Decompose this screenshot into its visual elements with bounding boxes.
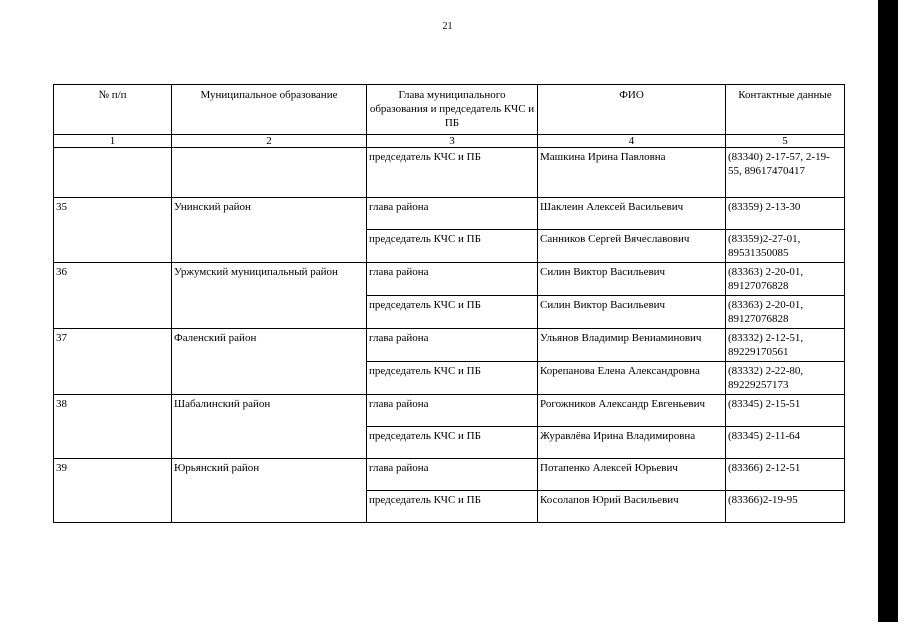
column-number: 2 (172, 135, 367, 148)
contact-cell: (83345) 2-11-64 (726, 427, 845, 459)
contact-cell: (83340) 2-17-57, 2-19-55, 89617470417 (726, 148, 845, 198)
contact-cell: (83345) 2-15-51 (726, 395, 845, 427)
contact-cell: (83363) 2-20-01, 89127076828 (726, 296, 845, 329)
role-cell: председатель КЧС и ПБ (367, 491, 538, 523)
municipality-cell: Юрьянский район (172, 459, 367, 523)
table-row (54, 263, 845, 296)
fio-cell: Машкина Ирина Павловна (538, 148, 726, 198)
row-number (54, 148, 172, 198)
table-row (54, 395, 845, 427)
row-number: 39 (54, 459, 172, 523)
role-cell: председатель КЧС и ПБ (367, 230, 538, 263)
municipality-cell: Уржумский муниципальный район (172, 263, 367, 329)
role-cell: председатель КЧС и ПБ (367, 148, 538, 198)
fio-cell: Журавлёва Ирина Владимировна (538, 427, 726, 459)
municipality-cell: Фаленский район (172, 329, 367, 395)
fio-cell: Силин Виктор Васильевич (538, 296, 726, 329)
fio-cell: Силин Виктор Васильевич (538, 263, 726, 296)
page-number: 21 (442, 21, 453, 32)
contact-cell: (83366) 2-12-51 (726, 459, 845, 491)
row-number: 35 (54, 198, 172, 263)
column-number: 4 (538, 135, 726, 148)
header-municipality: Муниципальное образование (172, 85, 367, 135)
table-row (54, 459, 845, 491)
role-cell: председатель КЧС и ПБ (367, 296, 538, 329)
contacts-table (53, 84, 845, 523)
header-contacts: Контактные данные (726, 85, 845, 135)
municipality-cell: Шабалинский район (172, 395, 367, 459)
role-cell: председатель КЧС и ПБ (367, 362, 538, 395)
fio-cell: Потапенко Алексей Юрьевич (538, 459, 726, 491)
header-fio: ФИО (538, 85, 726, 135)
column-number: 5 (726, 135, 845, 148)
column-number: 3 (367, 135, 538, 148)
role-cell: председатель КЧС и ПБ (367, 427, 538, 459)
row-number: 38 (54, 395, 172, 459)
contact-cell: (83359) 2-13-30 (726, 198, 845, 230)
role-cell: глава района (367, 329, 538, 362)
table-row (54, 198, 845, 230)
fio-cell: Косолапов Юрий Васильевич (538, 491, 726, 523)
header-number: № п/п (54, 85, 172, 135)
table-row (54, 148, 845, 198)
fio-cell: Корепанова Елена Александровна (538, 362, 726, 395)
contact-cell: (83359)2-27-01, 89531350085 (726, 230, 845, 263)
municipality-cell (172, 148, 367, 198)
contact-cell: (83332) 2-22-80, 89229257173 (726, 362, 845, 395)
role-cell: глава района (367, 395, 538, 427)
row-number: 36 (54, 263, 172, 329)
contact-cell: (83363) 2-20-01, 89127076828 (726, 263, 845, 296)
role-cell: глава района (367, 459, 538, 491)
contact-cell: (83332) 2-12-51, 89229170561 (726, 329, 845, 362)
fio-cell: Шаклеин Алексей Васильевич (538, 198, 726, 230)
row-number: 37 (54, 329, 172, 395)
fio-cell: Санников Сергей Вячеславович (538, 230, 726, 263)
contact-cell: (83366)2-19-95 (726, 491, 845, 523)
fio-cell: Ульянов Владимир Вениаминович (538, 329, 726, 362)
column-number: 1 (54, 135, 172, 148)
column-number-row (54, 135, 845, 148)
table-row (54, 329, 845, 362)
municipality-cell: Унинский район (172, 198, 367, 263)
scan-edge-bar (878, 0, 898, 622)
role-cell: глава района (367, 198, 538, 230)
header-role: Глава муниципального образования и председатель КЧС и ПБ (367, 85, 538, 135)
role-cell: глава района (367, 263, 538, 296)
fio-cell: Рогожников Александр Евгеньевич (538, 395, 726, 427)
table-header-row (54, 85, 845, 135)
